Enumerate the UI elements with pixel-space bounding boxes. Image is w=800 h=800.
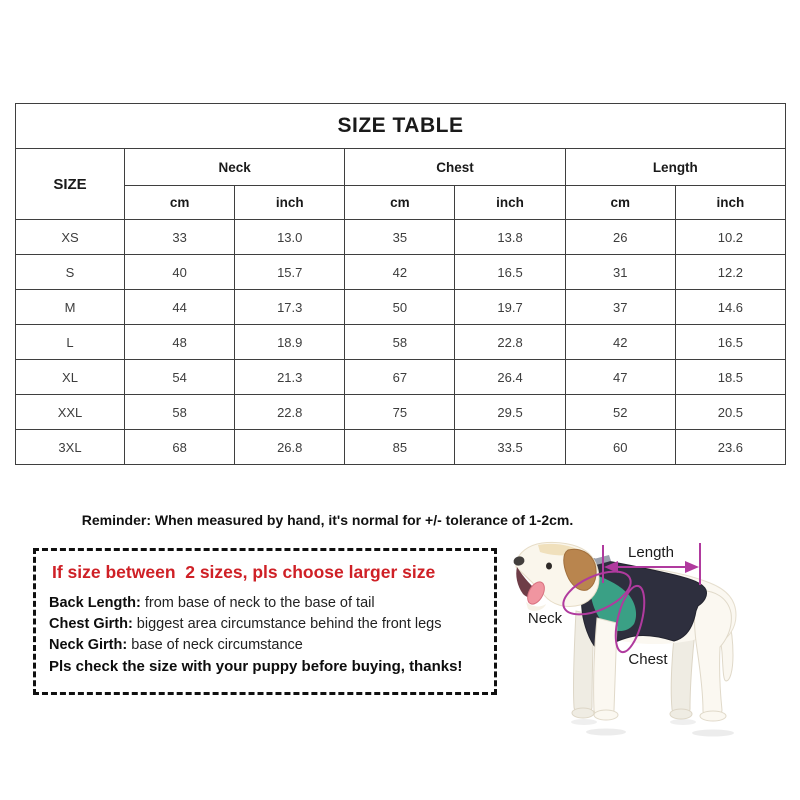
- group-header-chest: Chest: [345, 149, 565, 186]
- group-header-neck: Neck: [125, 149, 345, 186]
- table-cell: 16.5: [455, 255, 565, 290]
- table-cell: 19.7: [455, 290, 565, 325]
- note-term: Back Length:: [49, 595, 141, 611]
- tolerance-reminder: Reminder: When measured by hand, it's normal for +/- tolerance of 1-2cm.: [81, 512, 574, 528]
- dog-front-leg: [594, 618, 618, 720]
- table-row: [16, 325, 786, 360]
- unit-header: cm: [565, 186, 675, 220]
- table-cell: 18.5: [675, 360, 785, 395]
- table-cell: 26: [565, 220, 675, 255]
- table-cell: 13.8: [455, 220, 565, 255]
- table-cell: 12.2: [675, 255, 785, 290]
- table-cell: 14.6: [675, 290, 785, 325]
- table-title-row: [16, 104, 786, 149]
- unit-header: inch: [675, 186, 785, 220]
- note-definition: base of neck circumstance: [127, 637, 303, 653]
- table-cell: 48: [125, 325, 235, 360]
- table-cell: 67: [345, 360, 455, 395]
- table-cell: 85: [345, 430, 455, 465]
- table-cell: 58: [345, 325, 455, 360]
- size-label: L: [16, 325, 125, 360]
- table-cell: 60: [565, 430, 675, 465]
- size-table: [15, 103, 786, 465]
- table-cell: 54: [125, 360, 235, 395]
- length-label: Length: [628, 544, 674, 561]
- note-line-neck-girth: [49, 635, 484, 656]
- table-title: SIZE TABLE: [16, 104, 786, 149]
- note-line-chest-girth: [49, 614, 484, 635]
- table-cell: 10.2: [675, 220, 785, 255]
- unit-header: inch: [235, 186, 345, 220]
- table-row: [16, 395, 786, 430]
- table-cell: 33.5: [455, 430, 565, 465]
- size-label: XL: [16, 360, 125, 395]
- table-cell: 29.5: [455, 395, 565, 430]
- table-cell: 37: [565, 290, 675, 325]
- size-label: M: [16, 290, 125, 325]
- table-cell: 21.3: [235, 360, 345, 395]
- table-cell: 52: [565, 395, 675, 430]
- table-cell: 26.8: [235, 430, 345, 465]
- table-cell: 13.0: [235, 220, 345, 255]
- table-cell: 68: [125, 430, 235, 465]
- unit-header: inch: [455, 186, 565, 220]
- size-column-header: SIZE: [16, 149, 125, 220]
- table-cell: 42: [565, 325, 675, 360]
- group-header-length: Length: [565, 149, 785, 186]
- note-definition: from base of neck to the base of tail: [140, 595, 375, 611]
- dog-eye: [546, 563, 552, 570]
- note-line-back-length: [49, 593, 484, 614]
- note-footer: Pls check the size with your puppy before buying, thanks!: [49, 658, 463, 675]
- sizing-note-box: [33, 548, 497, 695]
- table-row: [16, 360, 786, 395]
- dog-head: [513, 542, 599, 610]
- table-cell: 16.5: [675, 325, 785, 360]
- table-cell: 58: [125, 395, 235, 430]
- size-label: XXL: [16, 395, 125, 430]
- table-cell: 47: [565, 360, 675, 395]
- dog-shadow: [571, 719, 734, 737]
- table-cell: 44: [125, 290, 235, 325]
- table-cell: 50: [345, 290, 455, 325]
- neck-label: Neck: [527, 610, 563, 627]
- size-label: 3XL: [16, 430, 125, 465]
- note-headline: If size between 2 sizes, pls choose larger size: [52, 562, 436, 582]
- note-definition: biggest area circumstance behind the front legs: [132, 616, 442, 632]
- table-group-header-row: [16, 149, 786, 186]
- table-cell: 35: [345, 220, 455, 255]
- table-row: [16, 430, 786, 465]
- size-label: XS: [16, 220, 125, 255]
- table-cell: 22.8: [455, 325, 565, 360]
- table-cell: 42: [345, 255, 455, 290]
- dog-measurement-diagram: [500, 533, 800, 740]
- table-cell: 75: [345, 395, 455, 430]
- note-term: Neck Girth:: [49, 637, 128, 653]
- note-term: Chest Girth:: [49, 616, 133, 632]
- table-cell: 23.6: [675, 430, 785, 465]
- table-unit-header-row: [16, 186, 786, 220]
- table-cell: 40: [125, 255, 235, 290]
- table-row: [16, 290, 786, 325]
- table-cell: 15.7: [235, 255, 345, 290]
- chest-label: Chest: [628, 651, 668, 668]
- table-cell: 17.3: [235, 290, 345, 325]
- table-cell: 18.9: [235, 325, 345, 360]
- unit-header: cm: [125, 186, 235, 220]
- size-label: S: [16, 255, 125, 290]
- table-cell: 31: [565, 255, 675, 290]
- table-cell: 22.8: [235, 395, 345, 430]
- table-row: [16, 220, 786, 255]
- table-row: [16, 255, 786, 290]
- unit-header: cm: [345, 186, 455, 220]
- table-cell: 20.5: [675, 395, 785, 430]
- table-cell: 33: [125, 220, 235, 255]
- table-cell: 26.4: [455, 360, 565, 395]
